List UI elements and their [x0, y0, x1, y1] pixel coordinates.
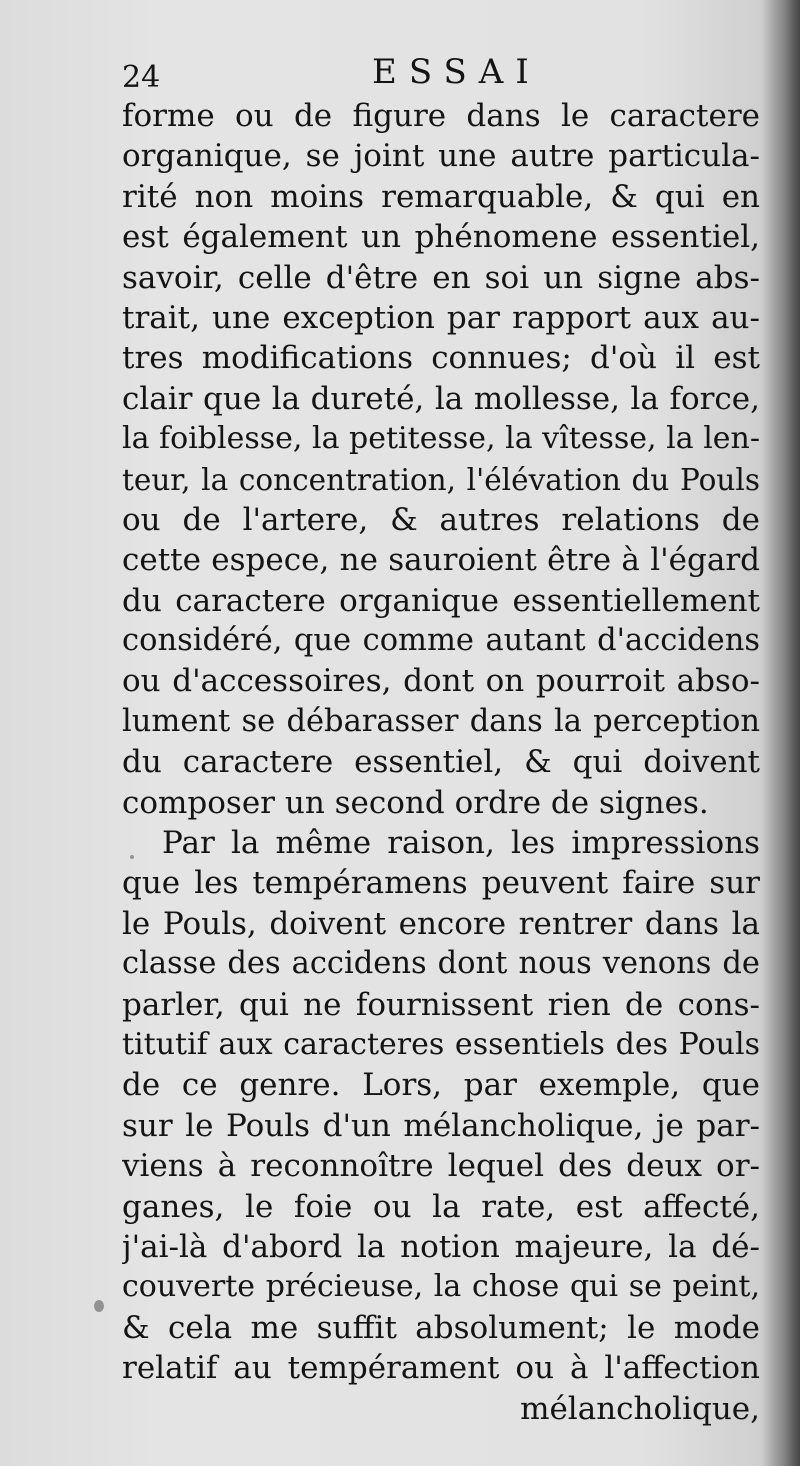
- running-head: ESSAI: [372, 52, 541, 92]
- text-line: organique, se joint une autre particula-: [122, 138, 760, 175]
- text-line: sur le Pouls d'un mélancholique, je par-: [122, 1107, 760, 1144]
- text-line: clair que la dureté, la mollesse, la force,: [122, 380, 760, 417]
- page-gutter-shadow: [762, 0, 800, 1466]
- text-line: rité non moins remarquable, & qui en: [122, 178, 760, 215]
- catchword: mélancholique,: [520, 1390, 760, 1427]
- text-line: que les tempéramens peuvent faire sur: [122, 865, 760, 902]
- body-text: [122, 96, 760, 1429]
- text-line: du caractere organique essentiellement: [122, 582, 760, 619]
- page-header: [122, 52, 762, 98]
- text-line: tres modifications connues; d'où il est: [122, 340, 760, 377]
- text-line: classe des accidens dont nous venons de: [122, 946, 760, 982]
- text-line: considéré, que comme autant d'accidens: [122, 623, 760, 659]
- text-line: teur, la concentration, l'élévation du Pouls: [122, 462, 760, 497]
- text-line: trait, une exception par rapport aux au-: [122, 299, 760, 336]
- text-line: savoir, celle d'être en soi un signe abs-: [122, 259, 760, 296]
- text-line: ganes, le foie ou la rate, est affecté,: [122, 1188, 760, 1225]
- text-line: de ce genre. Lors, par exemple, que: [122, 1067, 760, 1104]
- text-line: viens à reconnoître lequel des deux or-: [122, 1148, 760, 1185]
- ink-spot: [130, 855, 134, 859]
- text-line: forme ou de figure dans le caractere: [122, 98, 760, 134]
- ink-spot: [94, 1300, 104, 1312]
- text-line: cette espece, ne sauroient être à l'égard: [122, 542, 760, 579]
- text-line: la foiblesse, la petitesse, la vîtesse, la len-: [122, 421, 760, 457]
- text-line: j'ai-là d'abord la notion majeure, la dé-: [122, 1228, 760, 1265]
- text-line: titutif aux caracteres essentiels des Pouls: [122, 1026, 760, 1062]
- text-line: ou d'accessoires, dont on pourroit abso-: [122, 663, 760, 700]
- text-line: lument se débarasser dans la perception: [122, 703, 760, 739]
- text-line: parler, qui ne fournissent rien de cons-: [122, 986, 760, 1023]
- text-line: le Pouls, doivent encore rentrer dans la: [122, 905, 760, 942]
- text-line: & cela me suffit absolument; le mode: [122, 1309, 760, 1346]
- text-line: relatif au tempérament ou à l'affection: [122, 1350, 760, 1387]
- text-line: couverte précieuse, la chose qui se peint,: [122, 1269, 760, 1305]
- page-number: 24: [122, 60, 161, 95]
- text-line: composer un second ordre de signes.: [122, 784, 709, 821]
- text-line: est également un phénomene essentiel,: [122, 219, 760, 256]
- text-line: Par la même raison, les impressions: [162, 825, 760, 862]
- text-line: ou de l'artere, & autres relations de: [122, 501, 760, 538]
- text-line: du caractere essentiel, & qui doivent: [122, 744, 760, 781]
